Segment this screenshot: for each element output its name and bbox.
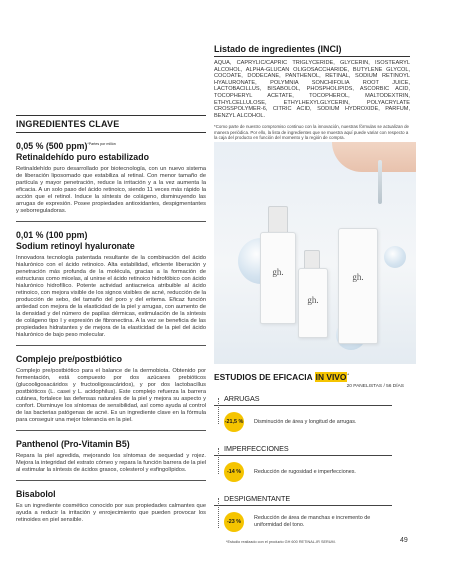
inci-note: *Como parte de nuestro compromiso continuo con la innovación, nuestras fórmulas se actualizan de manera periódica. Por ello, la lista de ingredientes que se muestra aquí puede variar con respecto a la caja del producto en función del momento y la región de compra.: [214, 124, 410, 141]
efficacy-label: DESPIGMENTANTE: [214, 494, 392, 506]
ingredient-description: Es un ingrediente cosmético conocido por sus propiedades calmantes que ayuda a reducir la irritación y enrojecimiento que pueden provocar los retinoides en piel sensible.: [16, 503, 206, 523]
divider: [16, 430, 206, 431]
efficacy-label: ARRUGAS: [214, 394, 392, 406]
divider: [16, 345, 206, 346]
efficacy-item-imperfections: [214, 444, 410, 482]
product-photo: [214, 142, 416, 364]
bracket-line: [218, 448, 219, 474]
ingredient-description: Retinaldehído puro desarrollado por biotecnología, con un nuevo sistema de liberación liposomado que estabiliza al retinal. Con menor tamaño de partícula y mayor penetración, reduce la irritación y a la vez aumenta la eficacia. A un solo paso del ácido retinoico, siendo 11 veces más rápido la acción que el retinol. Induce la síntesis de colágeno, disminuyendo las arrugas de expresión. Posee propiedades antioxidantes, despigmentantes y seborreguladoras.: [16, 166, 206, 214]
divider: [16, 221, 206, 222]
efficacy-title: ESTUDIOS DE EFICACIA IN VIVO*: [214, 372, 349, 382]
ingredient-concentration: 0,01 % (100 ppm): [16, 230, 88, 240]
efficacy-value-badge: -23 %: [224, 512, 244, 532]
ingredient-name: Complejo pre/postbiótico: [16, 354, 123, 364]
efficacy-value-badge: -14 %: [224, 462, 244, 482]
efficacy-description: Disminución de área y longitud de arrugas.: [254, 418, 357, 425]
ingredient-panthenol: [16, 439, 206, 481]
efficacy-label: IMPERFECCIONES: [214, 444, 392, 456]
key-ingredients-section: [16, 115, 206, 524]
ingredient-bisabolol: [16, 489, 206, 524]
ingredient-description: Repara la piel agredida, mejorando los síntomas de sequedad y rojez. Mejora la integridad del estrato córneo y repara la función barrera de la piel al estimular la síntesis de ácidos grasos, colesterol y esfingolípidos.: [16, 453, 206, 473]
product-box: [338, 228, 378, 344]
ingredient-name: Retinaldehído puro estabilizado: [16, 152, 149, 162]
brand-logo: gh.: [272, 267, 284, 278]
divider: [16, 480, 206, 481]
page-number: 49: [400, 537, 408, 544]
ingredient-name: Bisabolol: [16, 489, 56, 499]
efficacy-title-highlight: IN VIVO: [315, 372, 347, 382]
efficacy-description: Reducción de área de manchas e incremento de uniformidad del tono.: [254, 515, 371, 528]
product-bottle: [260, 232, 296, 324]
efficacy-section: [214, 372, 410, 532]
pipette-illustration: [378, 160, 382, 204]
efficacy-item-wrinkles: [214, 394, 410, 432]
brand-logo: gh.: [352, 272, 364, 283]
ingredient-description: Complejo pre/postbiótico para el balance de la dermobiota. Obtenido por fermentación, está compuesto por dos azúcares prebióticos (glucooligosacáridos y fructooligosacáridos), y por dos lactobacillus postbióticos (L. casei y L. acidophilus). Este complejo refuerza la barrera cutánea, fortalece las defensas naturales de la piel y mejora su aspecto y confort. Disminuye los síntomas de sensibilidad, así como ayuda al control de las bacterias patógenas de acné. Es un ingrediente clave en la fórmula para conseguir una mejor tolerancia en la piel.: [16, 368, 206, 423]
inci-title: Listado de ingredientes (INCI): [214, 44, 410, 57]
ingredient-sodium-retinoyl-hyaluronate: [16, 230, 206, 346]
bracket-line: [218, 398, 219, 424]
inci-section: [214, 44, 410, 141]
brand-logo: gh.: [307, 294, 319, 305]
ingredient-prepostbiotic: [16, 354, 206, 431]
inci-list: AQUA, CAPRYLIC/CAPRIC TRIGLYCERIDE, GLYCERIN, ISOSTEARYL ALCOHOL, ALPHA-GLUCAN OLIGOSACCHARIDE, BUTYLENE GLYCOL, COCOATE, DODECANE, PANTHENOL, RETINAL, SODIUM RETINOYL HYALURONATE, POLYMNIA SONCHIFOLIA ROOT JUICE, LACTOBACILLUS, BISABOLOL, PHOSPHOLIPIDS, ASCORBIC ACID, TOCOPHERYL ACETATE, TOCOPHEROL, MALTODEXTRIN, ETHYLCELLULOSE, ETHYLHEXYLGLYCERIN, POLYACRYLATE CROSSPOLYMER-6, CITRIC ACID, SODIUM HYDROXIDE, PARFUM, BENZYL ALCOHOL.: [214, 60, 410, 119]
bracket-line: [218, 498, 219, 528]
ingredient-name: Panthenol (Pro-Vitamin B5): [16, 439, 130, 449]
ingredient-name: Sodium retinoyl hyaluronate: [16, 241, 135, 251]
footnote: *Estudio realizado con el producto GH 600 RETINAL-IR SERUM.: [226, 540, 336, 544]
hand-illustration: [332, 142, 416, 172]
droplet-illustration: [384, 246, 406, 268]
ingredient-concentration: 0,05 % (500 ppm)$^{*Partes por millón}$: [16, 141, 116, 151]
key-ingredients-header: INGREDIENTES CLAVE: [16, 115, 206, 133]
product-bottle: [298, 268, 328, 338]
efficacy-item-depigmenting: [214, 494, 410, 532]
efficacy-description: Reducción de rugosidad e imperfecciones.: [254, 468, 356, 475]
efficacy-subtitle: 20 PANELISTAS / 56 DÍAS: [346, 384, 404, 389]
ingredient-description: Innovadora tecnología patentada resultante de la combinación del ácido hialurónico con el ácido retinoico. Alta estabilidad, eficiente liberación y penetración más profunda de la molécula, gracias a la formación de estructuras como micelas, al unirse el ácido retinoico hidrofóbico con ácido hialurónico hidrofílico. Potente actividad antiacneica atribuible al ácido retinoico, con mejora visible de los signos visibles de acné, reducción de la producción de sebo, del tamaño del poro y del eritema. Eficaz función antiedad con mejora de la elasticidad de la piel y arrugas, con aumento de la densidad y del número de papilas dérmicas, estimulación de la síntesis de colágeno tipo I y expresión de fibronectina. A la vez se beneficia de las propiedades hidratantes y de mejora de la elasticidad de la piel del ácido hialurónico de bajo peso molecular.: [16, 255, 206, 338]
efficacy-value-badge: -21,5 %: [224, 412, 244, 432]
ingredient-retinaldehyde: [16, 141, 206, 222]
bottle-cap: [268, 206, 288, 234]
bottle-cap: [304, 250, 320, 270]
concentration-note: *Partes por millón: [87, 142, 116, 147]
